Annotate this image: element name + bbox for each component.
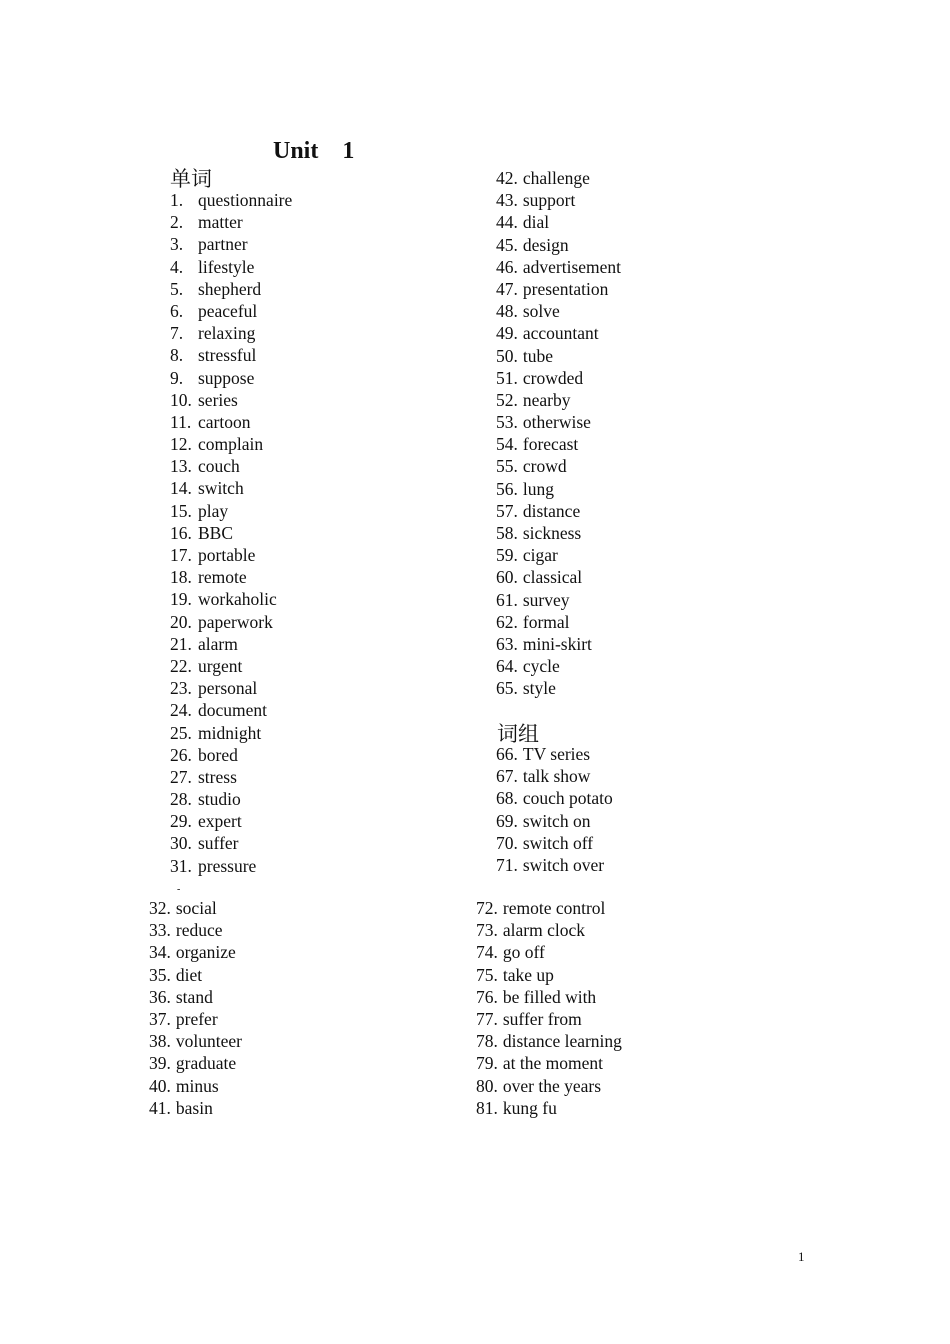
list-item: [170, 433, 292, 455]
item-number: 79.: [476, 1053, 498, 1074]
item-text: switch: [198, 478, 244, 499]
list-item: [149, 1052, 242, 1074]
item-text: social: [175, 898, 217, 918]
item-number: 45.: [496, 234, 518, 255]
item-text: lung: [522, 478, 554, 499]
item-text: couch: [198, 456, 240, 477]
item-number: 47.: [496, 278, 518, 299]
list-item: [149, 897, 242, 919]
item-text: crowd: [522, 456, 567, 477]
item-text: volunteer: [175, 1031, 242, 1052]
item-number: 31.: [170, 855, 192, 876]
item-text: questionnaire: [198, 190, 293, 210]
item-text: solve: [522, 301, 560, 322]
item-number: 67.: [496, 766, 518, 787]
list-item: [476, 964, 622, 986]
list-item: [170, 344, 292, 366]
list-item: [170, 766, 292, 788]
list-item: [496, 411, 621, 433]
item-text: graduate: [175, 1053, 237, 1074]
item-text: forecast: [522, 434, 579, 455]
item-text: portable: [198, 545, 256, 565]
item-number: 68.: [496, 788, 518, 809]
list-item: [496, 566, 621, 588]
item-text: stand: [175, 986, 213, 1007]
item-text: midnight: [198, 722, 262, 743]
item-number: 49.: [496, 323, 518, 344]
list-item: [170, 322, 292, 344]
item-text: take up: [502, 964, 554, 985]
word-list-column-1: [170, 189, 292, 877]
list-item: [170, 832, 292, 854]
list-item: [149, 1075, 242, 1097]
list-item: [476, 1052, 622, 1074]
list-item: [496, 854, 613, 876]
item-number: 56.: [496, 478, 518, 499]
list-item: [496, 278, 621, 300]
list-item: [170, 389, 292, 411]
list-item: [170, 633, 292, 655]
list-item: [496, 433, 621, 455]
list-item: [170, 722, 292, 744]
item-text: lifestyle: [198, 256, 255, 277]
item-number: 22.: [170, 655, 192, 676]
list-item: [496, 345, 621, 367]
item-text: remote: [198, 567, 247, 588]
item-text: go off: [502, 942, 545, 963]
item-number: 4.: [170, 256, 184, 277]
item-number: 34.: [149, 942, 171, 963]
item-text: sickness: [522, 523, 582, 543]
item-number: 57.: [496, 500, 518, 521]
item-number: 17.: [170, 545, 192, 565]
item-number: 18.: [170, 567, 192, 588]
item-text: formal: [522, 611, 570, 632]
item-number: 81.: [476, 1097, 498, 1118]
item-text: stress: [198, 766, 237, 787]
item-text: design: [522, 234, 569, 255]
list-item: [170, 788, 292, 810]
item-number: 74.: [476, 942, 498, 963]
item-text: studio: [198, 789, 241, 810]
item-number: 80.: [476, 1075, 498, 1096]
word-list-column-2: [496, 167, 621, 700]
list-item: [476, 1008, 622, 1030]
item-text: workaholic: [198, 589, 277, 610]
list-item: [170, 233, 292, 255]
item-text: alarm clock: [502, 920, 585, 941]
item-number: 26.: [170, 744, 192, 765]
list-item: [496, 189, 621, 211]
list-item: [496, 389, 621, 411]
list-item: [170, 256, 292, 278]
item-number: 15.: [170, 500, 192, 521]
item-text: mini-skirt: [522, 633, 592, 654]
item-number: 29.: [170, 811, 192, 832]
list-item: [476, 941, 622, 963]
item-text: suffer: [198, 833, 239, 854]
item-number: 53.: [496, 412, 518, 433]
item-number: 58.: [496, 523, 518, 543]
item-text: personal: [198, 678, 258, 699]
item-text: diet: [175, 964, 203, 985]
item-number: 66.: [496, 744, 518, 764]
list-item: [496, 765, 613, 787]
item-text: matter: [198, 212, 243, 233]
item-text: peaceful: [198, 300, 258, 321]
item-text: support: [522, 190, 576, 211]
item-number: 8.: [170, 345, 184, 366]
item-number: 78.: [476, 1031, 498, 1052]
list-item: [170, 411, 292, 433]
list-item: [496, 300, 621, 322]
item-text: remote control: [502, 898, 606, 918]
item-text: reduce: [175, 920, 223, 941]
item-text: switch on: [522, 810, 591, 831]
item-number: 75.: [476, 964, 498, 985]
item-number: 65.: [496, 678, 518, 699]
item-text: switch off: [522, 832, 594, 853]
phrase-list-column-2: [496, 743, 613, 876]
item-number: 54.: [496, 434, 518, 455]
item-number: 1.: [170, 190, 184, 210]
item-number: 14.: [170, 478, 192, 499]
list-item: [149, 986, 242, 1008]
item-number: 25.: [170, 722, 192, 743]
list-item: [496, 500, 621, 522]
item-number: 2.: [170, 212, 184, 233]
stray-mark: -: [177, 884, 181, 895]
item-number: 33.: [149, 920, 171, 941]
item-number: 16.: [170, 522, 192, 543]
item-text: BBC: [198, 522, 234, 543]
page-number: 1: [798, 1249, 805, 1264]
list-item: [170, 810, 292, 832]
item-text: document: [198, 700, 268, 721]
item-number: 32.: [149, 898, 171, 918]
item-text: relaxing: [198, 323, 256, 344]
list-item: [170, 677, 292, 699]
item-number: 28.: [170, 789, 192, 810]
item-text: bored: [198, 744, 238, 765]
item-number: 62.: [496, 611, 518, 632]
item-number: 11.: [170, 411, 192, 432]
item-text: over the years: [502, 1075, 602, 1096]
item-number: 64.: [496, 656, 518, 677]
page-title: Unit 1: [273, 138, 355, 164]
item-text: style: [522, 678, 556, 699]
item-number: 63.: [496, 633, 518, 654]
list-item: [170, 699, 292, 721]
item-number: 73.: [476, 920, 498, 941]
item-number: 46.: [496, 256, 518, 277]
item-number: 6.: [170, 300, 184, 321]
item-number: 69.: [496, 810, 518, 831]
item-text: pressure: [198, 855, 257, 876]
item-text: accountant: [522, 323, 599, 344]
list-item: [496, 322, 621, 344]
item-number: 40.: [149, 1075, 171, 1096]
list-item: [496, 478, 621, 500]
item-number: 48.: [496, 301, 518, 322]
list-item: [170, 211, 292, 233]
item-text: cartoon: [198, 411, 251, 432]
list-item: [170, 367, 292, 389]
list-item: [476, 897, 622, 919]
item-number: 3.: [170, 234, 184, 255]
item-number: 9.: [170, 367, 184, 388]
list-item: [496, 589, 621, 611]
list-item: [496, 787, 613, 809]
item-text: complain: [198, 434, 264, 455]
list-item: [170, 278, 292, 300]
item-text: play: [198, 500, 229, 521]
item-text: nearby: [522, 389, 571, 410]
item-number: 24.: [170, 700, 192, 721]
item-text: suppose: [198, 367, 255, 388]
list-item: [149, 919, 242, 941]
item-text: series: [198, 389, 238, 410]
list-item: [170, 588, 292, 610]
list-item: [170, 477, 292, 499]
list-item: [496, 234, 621, 256]
list-item: [149, 941, 242, 963]
item-text: shepherd: [198, 278, 262, 299]
list-item: [476, 919, 622, 941]
list-item: [496, 633, 621, 655]
list-item: [496, 455, 621, 477]
list-item: [496, 167, 621, 189]
item-number: 38.: [149, 1031, 171, 1052]
item-text: TV series: [522, 744, 591, 764]
item-number: 23.: [170, 678, 192, 699]
item-number: 27.: [170, 766, 192, 787]
item-number: 44.: [496, 212, 518, 233]
item-number: 19.: [170, 589, 192, 610]
item-text: classical: [522, 567, 583, 588]
item-number: 7.: [170, 323, 184, 344]
item-number: 12.: [170, 434, 192, 455]
item-text: presentation: [522, 278, 609, 299]
item-text: cycle: [522, 656, 560, 677]
list-item: [496, 611, 621, 633]
list-item: [496, 655, 621, 677]
item-number: 42.: [496, 168, 518, 188]
list-item: [496, 743, 613, 765]
item-text: urgent: [198, 655, 243, 676]
list-item: [170, 455, 292, 477]
list-item: [149, 1097, 242, 1119]
item-number: 55.: [496, 456, 518, 477]
item-text: couch potato: [522, 788, 613, 809]
item-text: kung fu: [502, 1097, 557, 1118]
item-text: challenge: [522, 168, 590, 188]
item-number: 51.: [496, 367, 518, 388]
list-item: [476, 1097, 622, 1119]
item-text: minus: [175, 1075, 219, 1096]
list-item: [170, 500, 292, 522]
list-item: [476, 986, 622, 1008]
list-item: [170, 655, 292, 677]
item-text: at the moment: [502, 1053, 603, 1074]
item-text: prefer: [175, 1008, 218, 1029]
item-number: 37.: [149, 1008, 171, 1029]
item-number: 39.: [149, 1053, 171, 1074]
item-number: 70.: [496, 832, 518, 853]
list-item: [170, 566, 292, 588]
item-number: 41.: [149, 1097, 171, 1118]
item-number: 77.: [476, 1008, 498, 1029]
item-text: distance: [522, 500, 581, 521]
list-item: [170, 611, 292, 633]
item-text: survey: [522, 589, 570, 610]
list-item: [496, 832, 613, 854]
item-text: cigar: [522, 545, 558, 566]
item-number: 71.: [496, 854, 518, 875]
word-list-column-1-continued: [149, 897, 242, 1119]
words-heading: 单词: [170, 167, 212, 191]
list-item: [496, 522, 621, 544]
item-text: stressful: [198, 345, 257, 366]
item-number: 59.: [496, 545, 518, 566]
item-text: advertisement: [522, 256, 622, 277]
list-item: [496, 367, 621, 389]
item-text: basin: [175, 1097, 213, 1118]
list-item: [149, 1030, 242, 1052]
item-text: distance learning: [502, 1031, 622, 1052]
item-number: 30.: [170, 833, 192, 854]
item-number: 36.: [149, 986, 171, 1007]
item-text: be filled with: [502, 986, 597, 1007]
item-number: 76.: [476, 986, 498, 1007]
item-number: 10.: [170, 389, 192, 410]
item-text: suffer from: [502, 1008, 582, 1029]
list-item: [170, 855, 292, 877]
list-item: [496, 810, 613, 832]
list-item: [496, 256, 621, 278]
list-item: [149, 1008, 242, 1030]
list-item: [496, 544, 621, 566]
item-text: tube: [522, 345, 554, 366]
list-item: [170, 744, 292, 766]
item-text: expert: [198, 811, 242, 832]
list-item: [170, 189, 292, 211]
list-item: [476, 1030, 622, 1052]
item-text: switch over: [522, 854, 605, 875]
phrase-list-column-2-continued: [476, 897, 622, 1119]
item-text: crowded: [522, 367, 584, 388]
list-item: [149, 964, 242, 986]
item-number: 43.: [496, 190, 518, 211]
item-text: organize: [175, 942, 236, 963]
item-number: 35.: [149, 964, 171, 985]
item-text: alarm: [198, 633, 238, 654]
item-number: 13.: [170, 456, 192, 477]
item-text: otherwise: [522, 412, 591, 433]
list-item: [496, 211, 621, 233]
item-number: 5.: [170, 278, 184, 299]
item-number: 52.: [496, 389, 518, 410]
list-item: [476, 1075, 622, 1097]
list-item: [170, 300, 292, 322]
item-number: 61.: [496, 589, 518, 610]
item-text: talk show: [522, 766, 591, 787]
item-text: partner: [198, 234, 248, 255]
list-item: [496, 677, 621, 699]
item-text: paperwork: [198, 611, 273, 632]
item-number: 72.: [476, 898, 498, 918]
item-number: 60.: [496, 567, 518, 588]
item-text: dial: [522, 212, 550, 233]
phrases-heading: 词组: [497, 722, 539, 746]
item-number: 50.: [496, 345, 518, 366]
list-item: [170, 544, 292, 566]
item-number: 20.: [170, 611, 192, 632]
list-item: [170, 522, 292, 544]
item-number: 21.: [170, 633, 192, 654]
